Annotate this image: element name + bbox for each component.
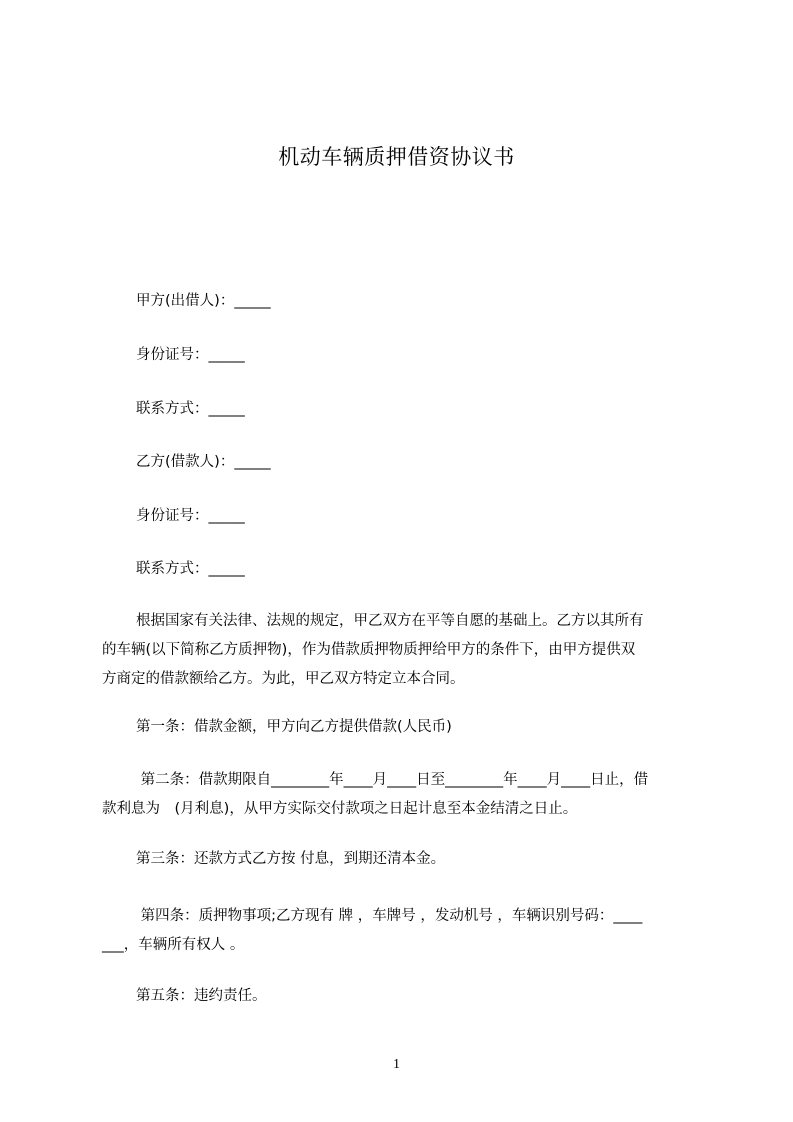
party-b-name-line: 乙方(借款人)：_____: [136, 454, 271, 470]
article-3: 第三条：还款方式乙方按 付息，到期还清本金。: [136, 851, 446, 867]
article-4-line-1: 第四条：质押物事项;乙方现有 牌 ，车牌号 ，发动机号 ，车辆识别号码：____: [136, 908, 643, 924]
article-5: 第五条：违约责任。: [136, 988, 267, 1004]
article-4-paragraph: [102, 902, 700, 960]
party-a-contact-line: 联系方式：_____: [136, 401, 245, 417]
document-title: 机动车辆质押借资协议书: [278, 145, 515, 169]
article-2-line-1: 第二条：借款期限自________年____月____日至________年____月____日止，借: [136, 772, 649, 788]
article-2-paragraph: [102, 766, 700, 824]
article-1: 第一条：借款金额，甲方向乙方提供借款(人民币): [136, 719, 452, 735]
intro-line-2: 的车辆(以下简称乙方质押物)，作为借款质押物质押给甲方的条件下，由甲方提供双: [102, 642, 636, 658]
article-4-line-2: ___，车辆所有权人 。: [102, 937, 245, 953]
intro-line-1: 根据国家有关法律、法规的规定，甲乙双方在平等自愿的基础上。乙方以其所有: [136, 613, 644, 629]
intro-line-3: 方商定的借款额给乙方。为此，甲乙双方特定立本合同。: [102, 671, 465, 687]
intro-paragraph: [102, 607, 700, 694]
party-a-name-line: 甲方(出借人)：_____: [136, 293, 271, 309]
party-b-contact-line: 联系方式：_____: [136, 561, 245, 577]
article-2-line-2: 款利息为 (月利息)，从甲方实际交付款项之日起计息至本金结清之日止。: [102, 801, 578, 817]
page-number: 1: [393, 1057, 400, 1072]
party-a-id-line: 身份证号：_____: [136, 347, 245, 363]
party-b-id-line: 身份证号：_____: [136, 508, 245, 524]
